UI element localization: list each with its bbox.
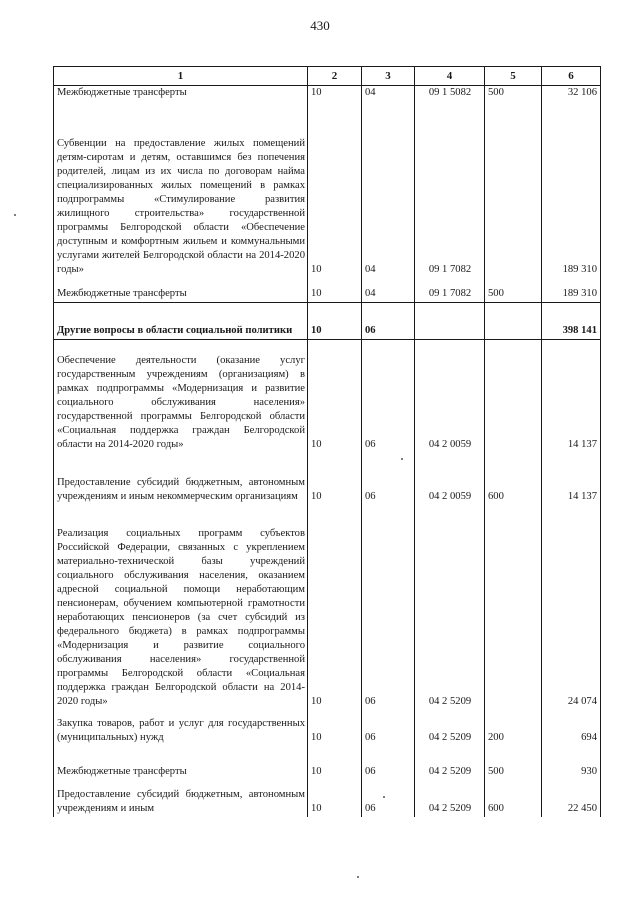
row-name-cell: Другие вопросы в области социальной политики	[54, 303, 308, 340]
table-row	[54, 780, 601, 817]
amount-cell: 189 310	[542, 278, 601, 303]
expense-type-cell: 500	[485, 746, 542, 780]
target-article-cell: 04 2 5209	[415, 710, 485, 746]
amount-cell: 930	[542, 746, 601, 780]
target-article-cell	[415, 303, 485, 340]
section-code-cell: 10	[308, 105, 362, 278]
subsection-code-cell: 04	[362, 105, 415, 278]
column-header: 3	[362, 67, 415, 86]
row-name-cell: Предоставление субсидий бюджетным, автономным учреждениям и иным	[54, 780, 308, 817]
amount-cell: 24 074	[542, 505, 601, 710]
subsection-code-cell: 06	[362, 746, 415, 780]
table-row	[54, 303, 601, 340]
amount-cell: 14 137	[542, 453, 601, 505]
column-header: 4	[415, 67, 485, 86]
row-name-cell: Межбюджетные трансферты	[54, 746, 308, 780]
amount-cell: 14 137	[542, 340, 601, 453]
row-name-cell: Реализация социальных программ субъектов Российской Федерации, связанных с укреплением материально-технической базы учреждений социального обслуживания населения, оказанием адресной социальной помощи неработающим пенсионерам, обучением компьютерной грамотности неработающих пенсионеров (за счет субсидий из федерального бюджета) в рамках подпрограммы «Модернизация и развитие социального обслуживания населения» государственной программы Белгородской области «Социальная поддержка граждан Белгородской области на 2014-2020 годы»	[54, 505, 308, 710]
scan-speck	[14, 214, 16, 216]
row-name-cell: Межбюджетные трансферты	[54, 278, 308, 303]
page-number: 430	[310, 18, 330, 33]
table-row	[54, 710, 601, 746]
amount-cell: 398 141	[542, 303, 601, 340]
section-code-cell: 10	[308, 86, 362, 105]
amount-cell: 189 310	[542, 105, 601, 278]
section-code-cell: 10	[308, 278, 362, 303]
table-row	[54, 746, 601, 780]
section-code-cell: 10	[308, 746, 362, 780]
section-code-cell: 10	[308, 453, 362, 505]
target-article-cell: 04 2 5209	[415, 746, 485, 780]
scan-speck	[383, 796, 385, 798]
section-code-cell: 10	[308, 710, 362, 746]
expense-type-cell	[485, 303, 542, 340]
subsection-code-cell: 06	[362, 303, 415, 340]
section-code-cell: 10	[308, 303, 362, 340]
column-header: 1	[54, 67, 308, 86]
row-name-cell: Межбюджетные трансферты	[54, 86, 308, 105]
expense-type-cell: 600	[485, 780, 542, 817]
subsection-code-cell: 06	[362, 453, 415, 505]
subsection-code-cell: 04	[362, 278, 415, 303]
amount-cell: 694	[542, 710, 601, 746]
table-row	[54, 86, 601, 105]
table-header-row	[54, 67, 601, 86]
row-name-cell: Предоставление субсидий бюджетным, автономным учреждениям и иным некоммерческим организациям	[54, 453, 308, 505]
target-article-cell: 04 2 5209	[415, 505, 485, 710]
target-article-cell: 04 2 5209	[415, 780, 485, 817]
target-article-cell: 09 1 7082	[415, 278, 485, 303]
subsection-code-cell: 06	[362, 340, 415, 453]
expense-type-cell	[485, 340, 542, 453]
expense-type-cell: 200	[485, 710, 542, 746]
subsection-code-cell: 06	[362, 505, 415, 710]
target-article-cell: 04 2 0059	[415, 453, 485, 505]
subsection-code-cell: 04	[362, 86, 415, 105]
target-article-cell: 09 1 5082	[415, 86, 485, 105]
subsection-code-cell: 06	[362, 780, 415, 817]
scan-speck	[357, 876, 359, 878]
table-row	[54, 453, 601, 505]
column-header: 6	[542, 67, 601, 86]
amount-cell: 22 450	[542, 780, 601, 817]
table-row	[54, 340, 601, 453]
section-code-cell: 10	[308, 780, 362, 817]
scan-speck	[401, 458, 403, 460]
expense-type-cell: 500	[485, 86, 542, 105]
table-row	[54, 278, 601, 303]
section-code-cell: 10	[308, 505, 362, 710]
budget-table	[53, 66, 601, 817]
expense-type-cell: 500	[485, 278, 542, 303]
row-name-cell: Закупка товаров, работ и услуг для государственных (муниципальных) нужд	[54, 710, 308, 746]
table-row	[54, 105, 601, 278]
row-name-cell: Обеспечение деятельности (оказание услуг государственным учреждениям (организациям) в рамках подпрограммы «Модернизация и развитие социального обслуживания населения» государственной программы Белгородской области «Социальная поддержка граждан Белгородской области на 2014-2020 годы»	[54, 340, 308, 453]
target-article-cell: 09 1 7082	[415, 105, 485, 278]
column-header: 2	[308, 67, 362, 86]
expense-type-cell: 600	[485, 453, 542, 505]
amount-cell: 32 106	[542, 86, 601, 105]
row-name-cell: Субвенции на предоставление жилых помещений детям-сиротам и детям, оставшимся без попечения родителей, лицам из их числа по договорам найма специализированных жилых помещений в рамках подпрограммы «Стимулирование развития жилищного строительства» государственной программы Белгородской области «Обеспечение доступным и комфортным жильем и коммунальными услугами жителей Белгородской области на 2014-2020 годы»	[54, 105, 308, 278]
column-header: 5	[485, 67, 542, 86]
section-code-cell: 10	[308, 340, 362, 453]
expense-type-cell	[485, 505, 542, 710]
expense-type-cell	[485, 105, 542, 278]
target-article-cell: 04 2 0059	[415, 340, 485, 453]
table-row	[54, 505, 601, 710]
subsection-code-cell: 06	[362, 710, 415, 746]
